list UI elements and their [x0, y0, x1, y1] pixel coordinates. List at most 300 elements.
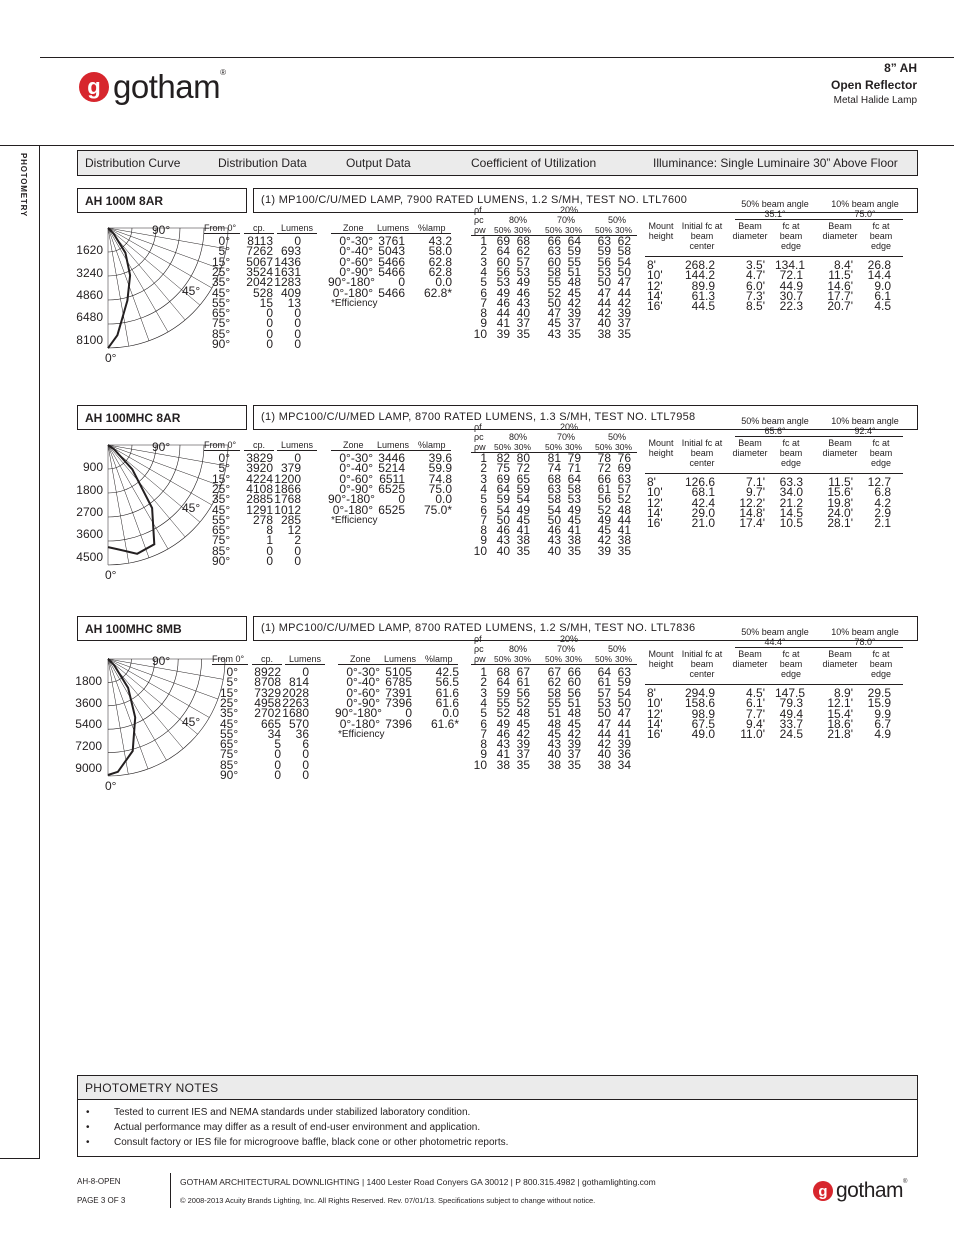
efficiency-note: *Efficiency [331, 297, 378, 309]
cu-value: 54 [496, 502, 510, 517]
cu-value: 56 [496, 264, 510, 279]
cp-value: 1 [266, 533, 273, 548]
cu-value: 81 [547, 451, 561, 465]
rcr-value: 8 [480, 523, 487, 538]
cu-value: 35 [516, 326, 530, 341]
fc10-value: 4.9 [874, 727, 891, 742]
fc10-value: 12.7 [867, 475, 891, 489]
cu-value: 35 [617, 543, 631, 558]
tab-cu[interactable]: Coefficient of Utilization [471, 156, 597, 170]
angle-45-label: 45° [182, 501, 201, 515]
brand-name: gotham [113, 68, 221, 105]
beam50-label: 50% beam angle 44.4° [741, 627, 809, 647]
pw-label: ρw [474, 654, 486, 664]
beam-underline [735, 436, 903, 437]
rcr-value: 2 [480, 675, 487, 690]
zone-value: 0°-60° [346, 685, 380, 700]
cu-value: 43 [496, 533, 510, 548]
notes-title: PHOTOMETRY NOTES [78, 1076, 917, 1100]
rcr-value: 8 [480, 737, 487, 752]
cu-value: 61 [597, 481, 611, 496]
angle-45-label: 45° [182, 715, 201, 729]
illum-underline [645, 473, 903, 474]
scale-label: 1620 [76, 243, 103, 258]
rcr-value: 4 [480, 481, 487, 496]
angle-90-label: 90° [152, 654, 171, 668]
cu-value: 37 [567, 316, 581, 331]
zone-lumens-value: 7391 [385, 685, 412, 700]
cu-value: 35 [516, 757, 530, 772]
mount-value: 16' [647, 516, 663, 531]
zone-pct-value: 61.6 [435, 695, 459, 710]
angle-value: 85° [220, 757, 239, 772]
footer-copyright: © 2008-2013 Acuity Brands Lighting, Inc. All Rights Reserved. Rev. 07/01/13. Specifications subject to change without notice. [180, 1196, 596, 1205]
pf-label: ρf [474, 634, 482, 644]
lumens-value: 570 [288, 716, 309, 731]
note-item: • Tested to current IES and NEMA standards under stabilized laboratory condition. [86, 1105, 917, 1120]
cu-value: 58 [567, 481, 581, 496]
cu-value: 39 [567, 737, 581, 752]
illum-underline [645, 256, 903, 257]
beam-underline [735, 647, 903, 648]
angle-value: 15° [212, 471, 231, 486]
illum-underline [645, 684, 903, 685]
cu-value: 54 [617, 254, 631, 269]
rcr-value: 3 [480, 254, 487, 269]
cu-value: 47 [547, 306, 561, 321]
initial-value: 44.5 [691, 299, 715, 314]
bd50-value: 3.5' [746, 258, 765, 272]
cu-value: 41 [617, 726, 631, 741]
rcr-value: 10 [473, 543, 487, 558]
zone-header: Zone [343, 223, 364, 233]
angle-value: 15° [212, 254, 231, 269]
bd10-value: 20.7' [827, 299, 853, 314]
zone-value: 0°-40° [339, 461, 373, 476]
initial-value: 68.1 [691, 485, 715, 500]
lumens-value: 1631 [274, 264, 301, 279]
cu-value: 46 [496, 726, 510, 741]
bd50-value: 8.5' [746, 299, 765, 314]
zone-value: 0°-180° [332, 502, 373, 517]
fc50-value: 147.5 [775, 686, 806, 700]
cu-value: 72 [516, 461, 530, 476]
zone-pct-value: 62.8 [428, 264, 452, 279]
mount-value: 12' [647, 278, 663, 293]
cu-value: 57 [597, 685, 611, 700]
mount-value: 16' [647, 727, 663, 742]
angle-value: 55° [220, 726, 239, 741]
section-name: AH 100M 8AR [77, 188, 247, 213]
zone-value: 0°-30° [346, 665, 380, 679]
fc50-value: 49.4 [779, 706, 803, 721]
bd50-value: 7.7' [746, 706, 765, 721]
cu-value: 45 [516, 716, 530, 731]
cu-value: 56 [597, 254, 611, 269]
lumens-value: 379 [280, 461, 301, 476]
cp-value: 3829 [246, 451, 273, 465]
lamp-spec: (1) MP100/C/U/MED LAMP, 7900 RATED LUMENS, 1.2 S/MH, TEST NO. LTL7600 [253, 188, 918, 213]
notes-list [78, 1100, 917, 1156]
beam50-label: 50% beam angle 35.1° [741, 199, 809, 219]
footer-logo: g gotham® [813, 1179, 907, 1203]
pw-value: 30% [514, 654, 532, 664]
rcr-value: 9 [480, 316, 487, 331]
lumens-value: 0 [294, 234, 301, 248]
cu-value: 35 [567, 543, 581, 558]
lumens-header: Lumens [285, 654, 325, 665]
cu-value: 41 [516, 523, 530, 538]
initial-value: 67.5 [691, 716, 715, 731]
fc50-value: 44.9 [779, 278, 803, 293]
cu-value: 50 [597, 275, 611, 290]
fc50-value: 79.3 [779, 696, 803, 711]
cp-value: 3524 [246, 264, 273, 279]
fc50-value: 30.7 [779, 288, 803, 303]
zone-pct-value: 75.0 [428, 481, 452, 496]
mount-value: 8' [647, 258, 656, 272]
pc-value: 70% [557, 215, 576, 225]
zone-value: 0°-60° [339, 471, 373, 486]
cu-value: 63 [617, 471, 631, 486]
cu-value: 35 [516, 543, 530, 558]
cp-value: 34 [267, 726, 281, 741]
cu-value: 69 [617, 461, 631, 476]
cp-value: 0 [274, 747, 281, 762]
cu-value: 40 [496, 543, 510, 558]
cu-value: 45 [516, 512, 530, 527]
pw-value: 50% [595, 442, 613, 452]
note-item: • Consult factory or IES file for microgroove baffle, black cone or other photometric reports. [86, 1135, 917, 1150]
cu-value: 48 [516, 706, 530, 721]
cu-value: 42 [516, 726, 530, 741]
zone-value: 90°-180° [328, 275, 375, 290]
cu-value: 45 [567, 285, 581, 300]
angle-90-label: 90° [152, 440, 171, 454]
cp-value: 0 [266, 543, 273, 558]
cu-value: 44 [617, 716, 631, 731]
zone-pct-value: 61.6 [435, 685, 459, 700]
cu-value: 35 [567, 757, 581, 772]
zone-lumens-value: 6525 [378, 502, 405, 517]
cu-value: 59 [597, 244, 611, 259]
lumens-value: 0 [302, 768, 309, 782]
angle-0-label: 0° [105, 779, 117, 793]
illum-header: Beam diameter [822, 221, 858, 241]
note-item: • Actual performance may differ as a result of end-user environment and application. [86, 1120, 917, 1135]
cu-value: 52 [597, 502, 611, 517]
cp-value: 528 [252, 285, 273, 300]
cu-value: 58 [547, 685, 561, 700]
sidebar-label: PHOTOMETRY [19, 153, 28, 218]
pf-label: ρf [474, 205, 482, 215]
cu-value: 61 [597, 675, 611, 690]
footer-brand: gotham [836, 1179, 904, 1202]
rcr-value: 4 [480, 695, 487, 710]
zone-pct-value: 75.0* [423, 502, 452, 517]
angle-value: 35° [220, 706, 239, 721]
angle-value: 65° [212, 523, 231, 538]
bd10-value: 17.7' [827, 288, 853, 303]
illum-header: fc at beam edge [869, 438, 893, 468]
pc-label: ρc [474, 432, 484, 442]
cp-value: 5 [274, 737, 281, 752]
distribution-curve-chart [108, 659, 208, 799]
cu-value: 52 [617, 492, 631, 507]
zone-pct-value: 58.0 [428, 244, 452, 259]
fc50-value: 72.1 [779, 268, 803, 283]
angle-value: 65° [220, 737, 239, 752]
cu-value: 45 [547, 726, 561, 741]
zone-pct-value: 0.0 [435, 492, 452, 507]
pw-value: 30% [514, 442, 532, 452]
cu-value: 48 [567, 275, 581, 290]
scale-label: 8100 [76, 332, 103, 347]
initial-value: 61.3 [691, 288, 715, 303]
cp-value: 5067 [246, 254, 273, 269]
cu-value: 53 [567, 492, 581, 507]
pw-value: 30% [615, 225, 633, 235]
angle-value: 90° [220, 768, 239, 782]
cu-value: 65 [516, 471, 530, 486]
cu-value: 72 [597, 461, 611, 476]
lumens-value: 12 [287, 523, 301, 538]
rcr-value: 7 [480, 512, 487, 527]
cp-value: 7262 [246, 244, 273, 259]
initial-value: 49.0 [691, 727, 715, 742]
rcr-value: 1 [480, 451, 487, 465]
section-name: AH 100MHC 8MB [77, 616, 247, 641]
product-type: Open Reflector [830, 78, 917, 92]
product-name: 8” AH [884, 61, 917, 75]
angle-value: 65° [212, 306, 231, 321]
angle-value: 75° [212, 316, 231, 331]
rcr-value: 9 [480, 747, 487, 762]
photometry-notes [77, 1075, 918, 1157]
initial-value: 21.0 [691, 516, 715, 531]
lumens-value: 0 [294, 451, 301, 465]
cu-value: 68 [547, 471, 561, 486]
scale-label: 3600 [75, 695, 102, 710]
zone-lumens-value: 3446 [378, 451, 405, 465]
cu-value: 63 [547, 481, 561, 496]
lamp-spec: (1) MPC100/C/U/MED LAMP, 8700 RATED LUMENS, 1.3 S/MH, TEST NO. LTL7958 [253, 405, 918, 430]
zone-lumens-header: Lumens [384, 654, 417, 664]
cu-value: 47 [597, 716, 611, 731]
cu-value: 58 [547, 492, 561, 507]
bd50-value: 4.5' [746, 686, 765, 700]
cu-value: 50 [547, 295, 561, 310]
cu-value: 55 [496, 695, 510, 710]
rcr-value: 2 [480, 461, 487, 476]
cu-value: 39 [567, 306, 581, 321]
zone-lumens-value: 5466 [378, 264, 405, 279]
angle-value: 0° [226, 665, 238, 679]
cu-value: 45 [547, 316, 561, 331]
cu-value: 52 [496, 706, 510, 721]
scale-label: 1800 [76, 482, 103, 497]
cu-value: 54 [516, 492, 530, 507]
pc-value: 70% [557, 644, 576, 654]
fc50-value: 14.5 [779, 505, 803, 520]
lumens-value: 1200 [274, 471, 301, 486]
cu-value: 55 [547, 275, 561, 290]
cu-value: 40 [547, 543, 561, 558]
cu-value: 59 [496, 492, 510, 507]
zone-lumens-value: 3761 [378, 234, 405, 248]
rcr-value: 9 [480, 533, 487, 548]
beam-underline [735, 219, 903, 220]
cp-value: 7329 [254, 685, 281, 700]
pc-value: 80% [509, 215, 528, 225]
candela-curve [108, 659, 135, 775]
pf-value: 20% [560, 634, 579, 644]
cu-value: 35 [567, 326, 581, 341]
cu-value: 47 [617, 706, 631, 721]
angle-value: 5° [218, 244, 230, 259]
cu-value: 50 [617, 264, 631, 279]
cu-value: 48 [617, 502, 631, 517]
zone-pct-value: 39.6 [428, 451, 452, 465]
zone-lumens-value: 0 [398, 492, 405, 507]
fc50-value: 33.7 [779, 716, 803, 731]
angle-value: 25° [220, 695, 239, 710]
rcr-value: 5 [480, 275, 487, 290]
pc-value: 70% [557, 432, 576, 442]
bd10-value: 19.8' [827, 495, 853, 510]
cu-value: 54 [547, 502, 561, 517]
lumens-value: 1768 [274, 492, 301, 507]
cu-value: 37 [617, 316, 631, 331]
cp-value: 2885 [246, 492, 273, 507]
cu-value: 40 [597, 747, 611, 762]
pw-value: 30% [615, 442, 633, 452]
lumens-value: 0 [302, 747, 309, 762]
fc10-value: 4.2 [874, 495, 891, 510]
scale-label: 3600 [76, 527, 103, 542]
cp-value: 0 [266, 337, 273, 351]
initial-value: 89.9 [691, 278, 715, 293]
mount-value: 16' [647, 299, 663, 314]
bd50-value: 9.4' [746, 716, 765, 731]
beam10-label: 10% beam angle 92.4° [831, 416, 899, 436]
lumens-value: 693 [280, 244, 301, 259]
from0-header: From 0° [212, 654, 248, 665]
rcr-value: 5 [480, 706, 487, 721]
bd10-value: 15.4' [827, 706, 853, 721]
angle-value: 55° [212, 295, 231, 310]
pw-label: ρw [474, 225, 486, 235]
cp-value: 4108 [246, 481, 273, 496]
scale-label: 4500 [76, 549, 103, 564]
fc10-value: 9.0 [874, 278, 891, 293]
tab-distribution-data[interactable]: Distribution Data [218, 156, 307, 170]
cu-value: 67 [547, 665, 561, 679]
cu-value: 39 [516, 737, 530, 752]
rcr-value: 7 [480, 295, 487, 310]
angle-value: 45° [220, 716, 239, 731]
cu-value: 41 [496, 316, 510, 331]
mount-value: 8' [647, 686, 656, 700]
cu-value: 63 [597, 234, 611, 248]
pw-value: 50% [595, 225, 613, 235]
zone-lumens-value: 6525 [378, 481, 405, 496]
fc10-value: 29.5 [867, 686, 891, 700]
curve-group [108, 445, 154, 554]
tab-distribution-curve[interactable]: Distribution Curve [85, 156, 181, 170]
bd10-value: 11.5' [828, 475, 853, 489]
angle-value: 45° [212, 285, 231, 300]
illum-header: Beam diameter [732, 649, 768, 669]
header-title-block [831, 60, 917, 107]
initial-value: 98.9 [691, 706, 715, 721]
pw-value: 30% [565, 225, 583, 235]
cu-value: 40 [516, 306, 530, 321]
cu-value: 43 [547, 533, 561, 548]
bd10-value: 28.1' [827, 516, 853, 531]
mount-value: 14' [647, 716, 663, 731]
bd50-value: 12.2' [739, 495, 765, 510]
illum-header: Initial fc at beam center [681, 649, 723, 679]
lumens-value: 0 [294, 306, 301, 321]
scale-label: 4860 [76, 287, 103, 302]
bd10-value: 11.5' [828, 268, 853, 283]
cu-value: 40 [547, 747, 561, 762]
cu-value: 61 [516, 675, 530, 690]
cu-value: 68 [516, 234, 530, 248]
cp-value: 8708 [254, 675, 281, 690]
illum-header: fc at beam edge [779, 649, 803, 679]
cu-value: 56 [567, 685, 581, 700]
lumens-value: 2 [294, 533, 301, 548]
cu-value: 75 [496, 461, 510, 476]
zone-value: 0°-180° [339, 716, 380, 731]
cp-value: 665 [260, 716, 281, 731]
cu-value: 44 [597, 295, 611, 310]
cu-value: 49 [597, 512, 611, 527]
curve-group [108, 659, 135, 775]
zone-value: 90°-180° [328, 492, 375, 507]
fc50-value: 10.5 [779, 516, 803, 531]
pw-value: 50% [545, 442, 563, 452]
zone-pct-value: 59.9 [428, 461, 452, 476]
tab-output-data[interactable]: Output Data [346, 156, 411, 170]
cu-value: 43 [547, 326, 561, 341]
page-number: PAGE 3 OF 3 [77, 1196, 126, 1205]
cu-value: 42 [597, 737, 611, 752]
section-tabs [77, 150, 918, 176]
rcr-value: 7 [480, 726, 487, 741]
cu-value: 55 [547, 695, 561, 710]
rcr-value: 6 [480, 285, 487, 300]
cu-value: 48 [547, 716, 561, 731]
gotham-g-icon: g [79, 72, 109, 102]
lumens-value: 0 [302, 665, 309, 679]
angle-value: 15° [220, 685, 239, 700]
cu-value: 51 [567, 264, 581, 279]
fc10-value: 15.9 [867, 696, 891, 711]
zone-value: 0°-40° [346, 675, 380, 690]
fc50-value: 22.3 [779, 299, 803, 314]
pf-label: ρf [474, 422, 482, 432]
pct-lamp-header: %lamp [418, 440, 446, 450]
tab-illuminance[interactable]: Illuminance: Single Luminaire 30” Above Floor [653, 156, 898, 170]
lumens-value: 1012 [274, 502, 301, 517]
efficiency-note: *Efficiency [331, 514, 378, 526]
cu-value: 53 [516, 264, 530, 279]
cu-value: 69 [496, 471, 510, 486]
angle-value: 5° [226, 675, 238, 690]
